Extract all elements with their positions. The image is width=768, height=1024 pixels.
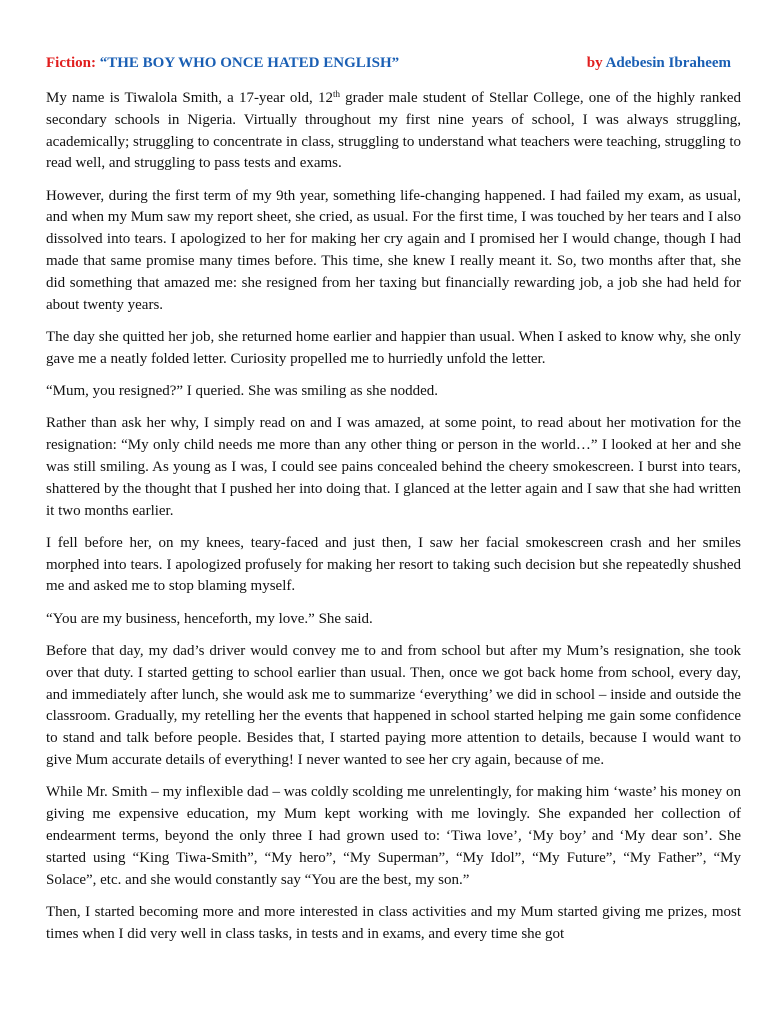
paragraph: Rather than ask her why, I simply read on and I was amazed, at some point, to read about her motivation for the resignation: “My only child needs me more than any other thing or person in the world…” I looked at her and she was still smiling. As young as I was, I could see pains concealed behind the cheery smokescreen. I burst into tears, shattered by the thought that I pushed her into doing that. I glanced at the letter again and I saw that she had written it two months earlier. (46, 415, 741, 519)
intro-text-rest: grader male student of Stellar College, one of the highly ranked secondary schools in Nigeria. Virtually throughout my first nine years of school, I was always struggling, academically; struggling to concentrate in class, struggling to understand what teachers were teaching, struggling to read well, and struggling to pass tests and exams. (46, 90, 741, 172)
paragraph-intro (46, 88, 741, 175)
by-label: by (586, 55, 603, 71)
title-line (46, 52, 399, 74)
paragraph: While Mr. Smith – my inflexible dad – was coldly scolding me unrelentingly, for making him ‘waste’ his money on giving me expensive education, my Mum kept working with me lovingly. She expanded her collection of endearment terms, beyond the only three I had grown used to: ‘Tiwa love’, ‘My boy’ and ‘My dear son’. She started using “King Tiwa-Smith”, “My hero”, “My Superman”, “My Idol”, “My Future”, “My Father”, “My Solace”, etc. and she would constantly say “You are the best, my son.” (46, 784, 741, 888)
author-name: Adebesin Ibraheem (605, 55, 731, 71)
fiction-label: Fiction: (46, 55, 96, 71)
paragraph: Before that day, my dad’s driver would convey me to and from school but after my Mum’s resignation, she took over that duty. I started getting to school earlier than usual. Then, once we got back home from school, every day, and immediately after lunch, she would ask me to summarize ‘everything’ we did in school – inside and outside the classroom. Gradually, my retelling her the events that happened in school started helping me gain some confidence to stand and talk before people. Besides that, I started paying more attention to details, because I would want to give Mum accurate details of everything! I never wanted to see her cry again, because of me. (46, 643, 741, 769)
story-header (46, 52, 741, 74)
ordinal-superscript: th (332, 89, 340, 99)
paragraph: However, during the first term of my 9th year, something life-changing happened. I had failed my exam, as usual, and when my Mum saw my report sheet, she cried, as usual. For the first time, I was touched by her tears and I also dissolved into tears. I apologized to her for making her cry again and I promised her I would change, though I had made that same promise many times before. This time, she knew I really meant it. So, two months after that, she did something that amazed me: she resigned from her taxing but financially rewarding job, a job she had held for about twenty years. (46, 187, 741, 313)
story-title: “THE BOY WHO ONCE HATED ENGLISH” (99, 55, 400, 71)
paragraph: “Mum, you resigned?” I queried. She was smiling as she nodded. (46, 383, 438, 400)
byline (587, 52, 731, 74)
paragraph: “You are my business, henceforth, my love.” She said. (46, 610, 373, 627)
paragraph: The day she quitted her job, she returned home earlier and happier than usual. When I asked to know why, she only gave me a neatly folded letter. Curiosity propelled me to hurriedly unfold the letter. (46, 328, 741, 367)
paragraph: Then, I started becoming more and more interested in class activities and my Mum started giving me prizes, most times when I did very well in class tasks, in tests and in exams, and every time she got (46, 903, 741, 942)
paragraph: I fell before her, on my knees, teary-faced and just then, I saw her facial smokescreen crash and her smiles morphed into tears. I apologized profusely for making her resort to taking such decision but she repeatedly shushed me and asked me to stop blaming myself. (46, 534, 741, 595)
intro-text-start: My name is Tiwalola Smith, a 17-year old, 12 (46, 90, 333, 106)
